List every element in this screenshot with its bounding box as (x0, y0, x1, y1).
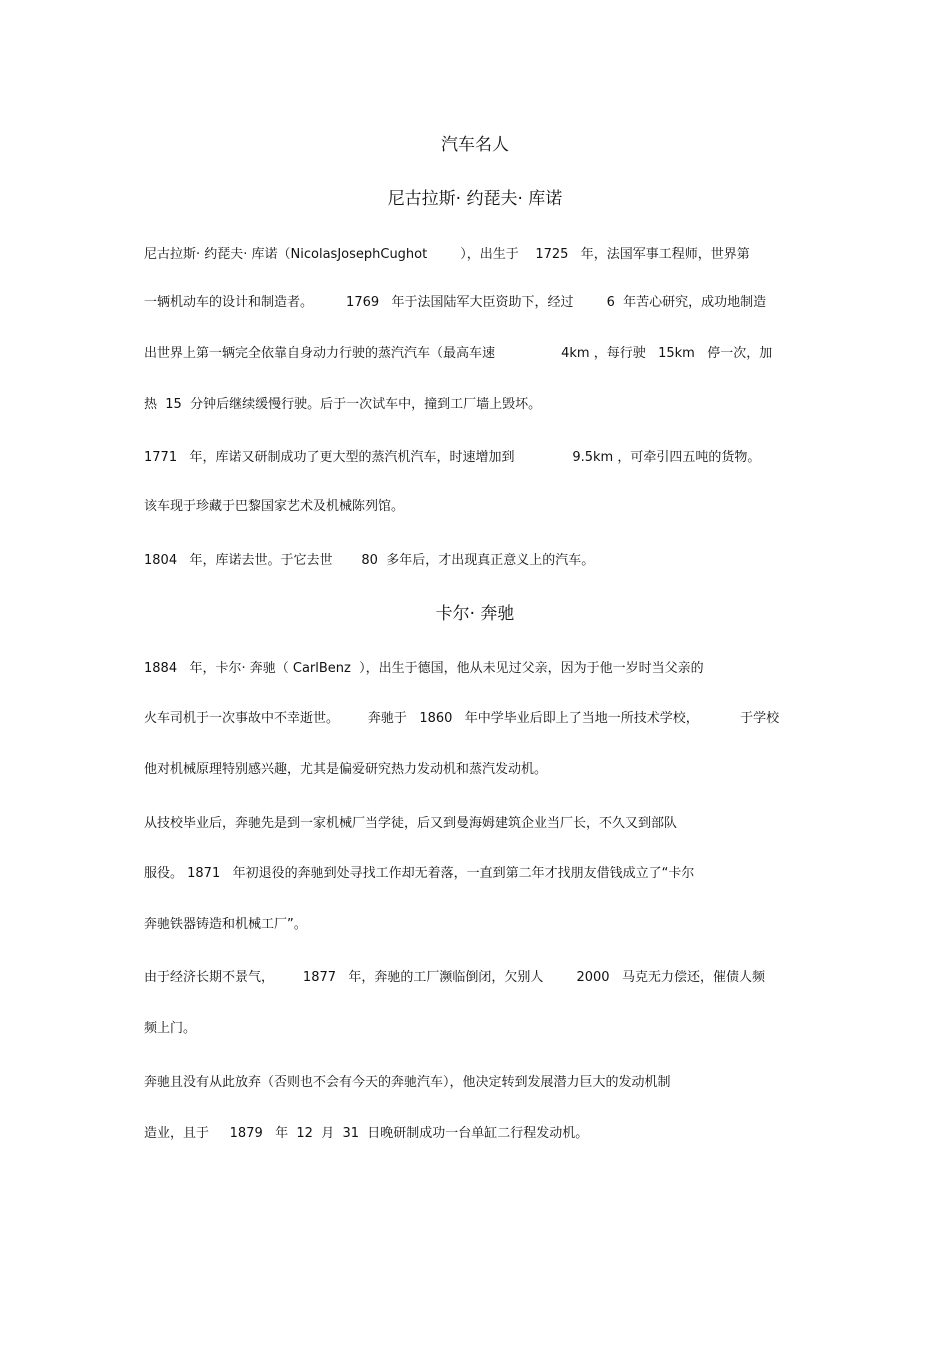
section-heading-cugnot: 尼古拉斯· 约琵夫· 库诺 (387, 189, 563, 209)
paragraph-line: 奔驰且没有从此放弃（否则也不会有今天的奔驰汽车），他决定转到发展潜力巨大的发动机制 (144, 1075, 671, 1090)
paragraph-line: 服役。 1871 年初退役的奔驰到处寻找工作却无着落，一直到第二年才找朋友借钱成立了“卡尔 (144, 866, 695, 881)
paragraph-line: 1804 年，库诺去世。于它去世 80 多年后，才出现真正意义上的汽车。 (144, 553, 595, 568)
paragraph-line: 由于经济长期不景气， 1877 年，奔驰的工厂濒临倒闭，欠别人 2000 马克无力偿还，催债人频 (144, 970, 765, 985)
paragraph-line: 火车司机于一次事故中不幸逝世。 奔驰于 1860 年中学毕业后即上了当地一所技术学校， 于学校 (144, 711, 780, 726)
paragraph-line: 造业，且于 1879 年 12 月 31 日晚研制成功一台单缸二行程发动机。 (144, 1126, 589, 1141)
document-title: 汽车名人 (441, 135, 509, 155)
paragraph-line: 1884 年，卡尔· 奔驰（ CarlBenz ），出生于德国，他从未见过父亲，因为于他一岁时当父亲的 (144, 661, 704, 676)
section-heading-benz: 卡尔· 奔驰 (435, 604, 515, 624)
paragraph-line: 频上门。 (144, 1021, 197, 1036)
paragraph-line: 出世界上第一辆完全依靠自身动力行驶的蒸汽汽车（最高车速 4km ，每行驶 15km 停一次，加 (144, 346, 773, 361)
paragraph-line: 该车现于珍藏于巴黎国家艺术及机械陈列馆。 (144, 499, 405, 514)
paragraph-line: 奔驰铁器铸造和机械工厂”。 (144, 917, 307, 932)
paragraph-line: 一辆机动车的设计和制造者。 1769 年于法国陆军大臣资助下，经过 6 年苦心研究，成功地制造 (144, 295, 767, 310)
paragraph-line: 热 15 分钟后继续缓慢行驶。后于一次试车中，撞到工厂墙上毁坏。 (144, 397, 542, 412)
paragraph-line: 他对机械原理特别感兴趣，尤其是偏爱研究热力发动机和蒸汽发动机。 (144, 762, 548, 777)
paragraph-line: 尼古拉斯· 约琵夫· 库诺（NicolasJosephCughot ），出生于 1725 年，法国军事工程师，世界第 (144, 247, 750, 262)
paragraph-line: 从技校毕业后，奔驰先是到一家机械厂当学徒，后又到曼海姆建筑企业当厂长，不久又到部队 (144, 816, 678, 831)
paragraph-line: 1771 年，库诺又研制成功了更大型的蒸汽机汽车，时速增加到 9.5km ，可牵引四五吨的货物。 (144, 450, 761, 465)
